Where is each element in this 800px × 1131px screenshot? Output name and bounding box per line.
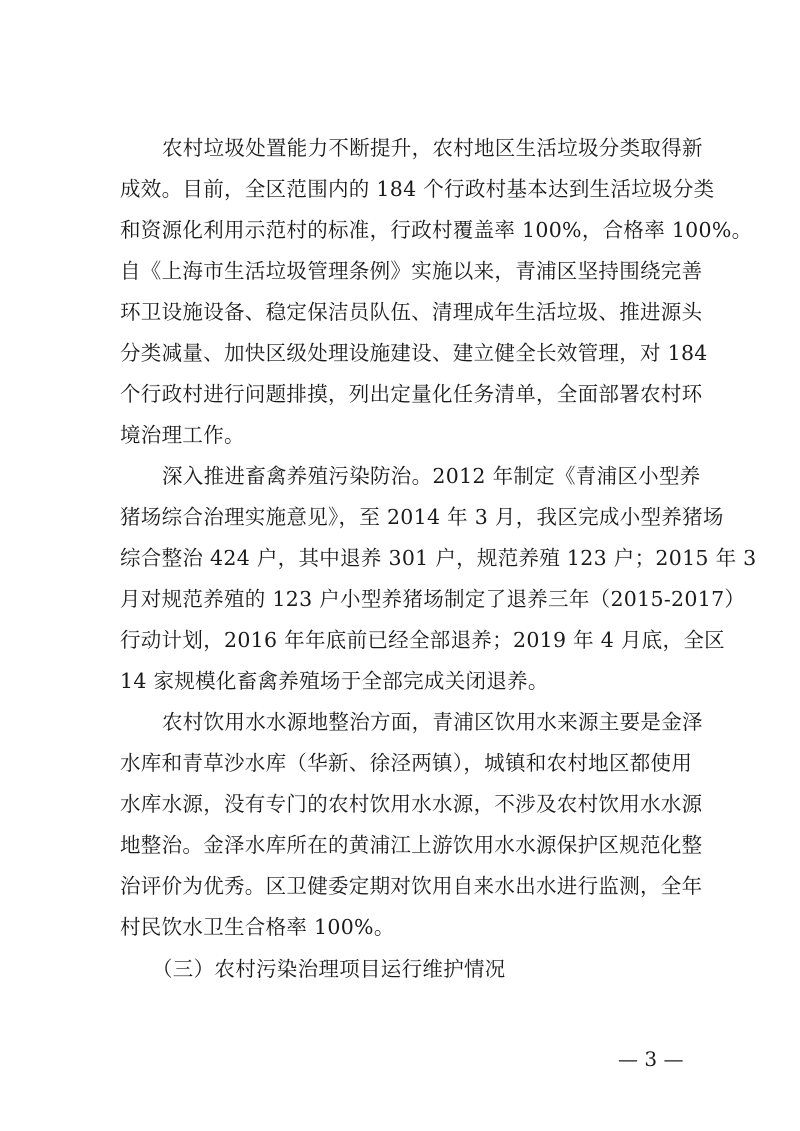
text-line: 月对规范养殖的 123 户小型养猪场制定了退养三年（2015-2017） bbox=[120, 587, 746, 611]
text-line: 综合整治 424 户，其中退养 301 户，规范养殖 123 户；2015 年 3 bbox=[120, 546, 757, 570]
text-line: 个行政村进行问题排摸，列出定量化任务清单，全面部署农村环 bbox=[120, 382, 703, 406]
text-line: 自《上海市生活垃圾管理条例》实施以来，青浦区坚持围绕完善 bbox=[120, 259, 703, 283]
text-line: 成效。目前，全区范围内的 184 个行政村基本达到生活垃圾分类 bbox=[120, 177, 715, 201]
text-line: 水库水源，没有专门的农村饮用水水源，不涉及农村饮用水水源 bbox=[120, 792, 703, 816]
text-line: 深入推进畜禽养殖污染防治。2012 年制定《青浦区小型养 bbox=[162, 464, 701, 488]
text-line: 猪场综合治理实施意见》，至 2014 年 3 月，我区完成小型养猪场 bbox=[120, 505, 724, 529]
text-line: 境治理工作。 bbox=[120, 423, 245, 447]
text-line: 治评价为优秀。区卫健委定期对饮用自来水出水进行监测，全年 bbox=[120, 874, 703, 898]
text-line: 分类减量、加快区级处理设施建设、建立健全长效管理，对 184 bbox=[120, 341, 708, 365]
text-line: 水库和青草沙水库（华新、徐泾两镇），城镇和农村地区都使用 bbox=[120, 751, 693, 775]
text-line: 农村饮用水水源地整治方面，青浦区饮用水来源主要是金泽 bbox=[162, 710, 703, 734]
page-number: — 3 — bbox=[618, 1047, 684, 1071]
text-line: 农村垃圾处置能力不断提升，农村地区生活垃圾分类取得新 bbox=[162, 136, 703, 160]
text-line: 和资源化利用示范村的标准，行政村覆盖率 100%，合格率 100%。 bbox=[120, 218, 753, 242]
text-line: 环卫设施设备、稳定保洁员队伍、清理成年生活垃圾、推进源头 bbox=[120, 300, 703, 324]
text-line: 14 家规模化畜禽养殖场于全部完成关闭退养。 bbox=[120, 669, 549, 693]
text-line: 村民饮水卫生合格率 100%。 bbox=[120, 915, 395, 939]
section-heading: （三）农村污染治理项目运行维护情况 bbox=[152, 957, 506, 981]
text-line: 行动计划，2016 年年底前已经全部退养；2019 年 4 月底，全区 bbox=[120, 628, 725, 652]
text-line: 地整治。金泽水库所在的黄浦江上游饮用水水源保护区规范化整 bbox=[120, 833, 703, 857]
